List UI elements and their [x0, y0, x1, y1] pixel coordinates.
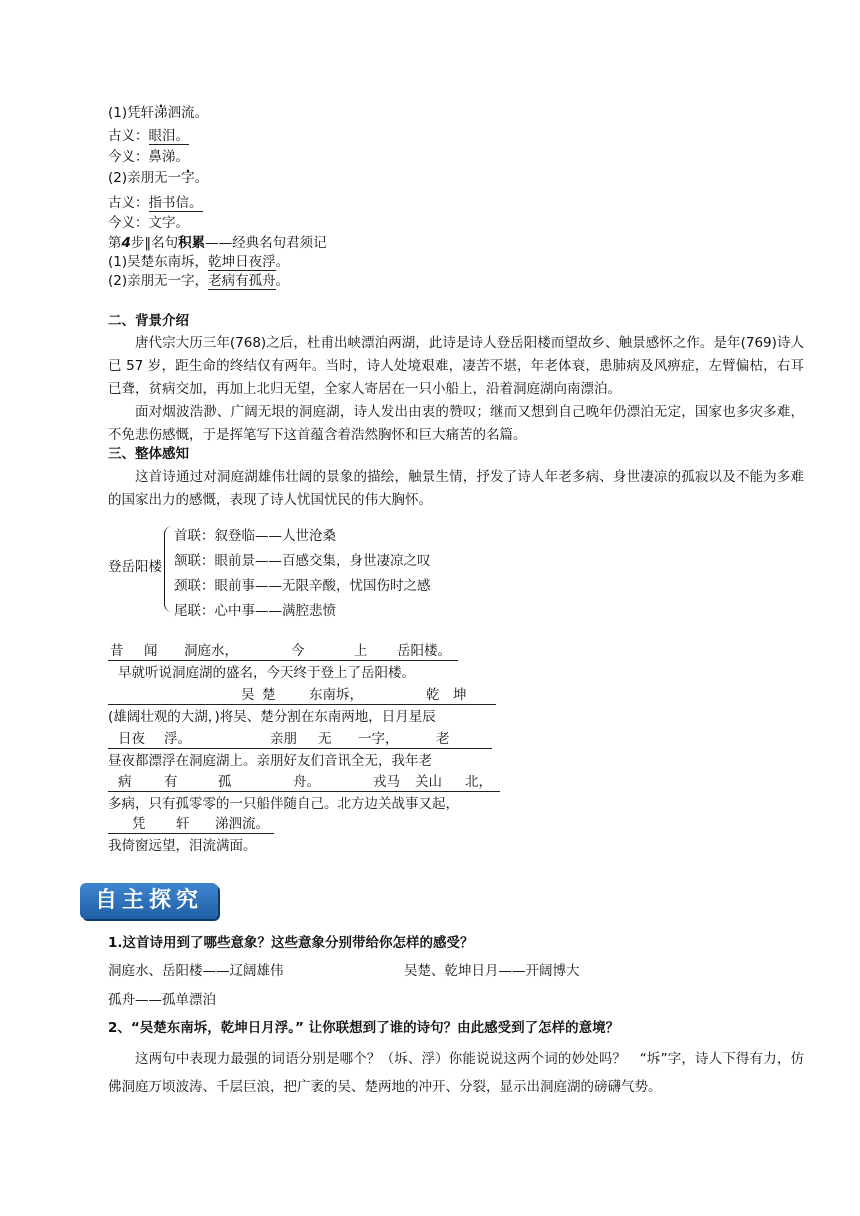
- structure-root: 登岳阳楼: [108, 559, 162, 575]
- dotted-char: 涕: [154, 105, 168, 121]
- vocab-item-1-modern: 今义：鼻涕。: [108, 149, 189, 165]
- rule-line: [108, 833, 274, 834]
- poem-word: 有: [164, 774, 178, 790]
- question-2: 2、“吴楚东南坼，乾坤日月浮。” 让你联想到了谁的诗句？由此感受到了怎样的意境？: [108, 1020, 620, 1036]
- vocab-item-2-ancient: [108, 194, 203, 212]
- answer-1-right: 吴楚、乾坤日月——开阔博大: [404, 963, 580, 979]
- background-heading: 二、背景介绍: [108, 313, 189, 329]
- poem-word: 关山: [415, 774, 442, 790]
- translation-line-1: 早就听说洞庭湖的盛名，今天终于登上了岳阳楼。: [118, 665, 415, 681]
- vocab-item-1: [108, 104, 208, 122]
- answer-1-third: 孤舟——孤单漂泊: [108, 992, 216, 1008]
- poem-word: 北，: [465, 774, 492, 790]
- poem-word: 岳阳楼。: [397, 643, 451, 659]
- ancient-label: 古义：: [108, 128, 149, 144]
- vocab-item-1-ancient: [108, 127, 189, 145]
- poem-word: 轩: [176, 816, 190, 832]
- poem-word: 戎马: [373, 774, 400, 790]
- step4-prefix: 第: [108, 235, 122, 251]
- quote-line-1: [108, 253, 289, 271]
- vocab-item-1-suffix: 泗流。: [167, 105, 209, 121]
- quote-suffix: 。: [275, 273, 290, 289]
- rule-line: [108, 791, 500, 792]
- background-paragraph-2: 面对烟波浩渺、广阔无垠的洞庭湖，诗人发出由衷的赞叹；继而又想到自己晚年仍漂泊无定，国家也多灾多难，不免悲伤感慨，于是挥笔写下这首蕴含着浩然胸怀和巨大痛苦的名篇。: [108, 404, 804, 443]
- quote-suffix: 。: [275, 254, 290, 270]
- structure-branch-2: 颔联：眼前景——百感交集，身世凄凉之叹: [174, 553, 431, 569]
- answer-1-left: 洞庭水、岳阳楼——辽阔雄伟: [108, 963, 284, 979]
- poem-word: 日夜: [118, 731, 145, 747]
- vocab-item-2-prefix: (2)亲朋无一: [108, 170, 182, 186]
- quote-prefix: (2)亲朋无一字，: [108, 273, 209, 289]
- question-1: 1.这首诗用到了哪些意象？这些意象分别带给你怎样的感受？: [108, 935, 474, 951]
- dotted-char: 字: [181, 170, 195, 186]
- poem-word: 闻: [144, 643, 158, 659]
- poem-word: 一字，: [358, 731, 399, 747]
- poem-word: 浮。: [164, 731, 191, 747]
- rule-line: [108, 748, 492, 749]
- step4-num: 4: [121, 235, 131, 251]
- poem-word: 舟。: [293, 774, 320, 790]
- structure-brace: [164, 526, 173, 612]
- ancient-meaning: 指书信。: [148, 195, 203, 211]
- explore-badge: 自主探究: [80, 883, 218, 919]
- vocab-item-1-prefix: (1)凭轩: [108, 105, 155, 121]
- step4-bold-word: 积累: [178, 235, 206, 251]
- quote-answer: 乾坤日夜浮: [208, 254, 276, 270]
- answer-2: 这两句中表现力最强的词语分别是哪个？（坼、浮）你能说说这两个词的妙处吗？ “坼”字，诗人下得有力，仿佛洞庭万顷波涛、千层巨浪，把广袤的吴、楚两地的冲开、分裂，显示出洞庭湖的磅礴气势。: [108, 1051, 804, 1095]
- translation-line-3: 昼夜都漂浮在洞庭湖上。亲朋好友们音讯全无，我年老: [108, 753, 432, 769]
- structure-branch-1: 首联：叙登临——人世沧桑: [174, 528, 336, 544]
- vocab-item-2-suffix: 。: [194, 170, 209, 186]
- poem-word: 洞庭水，: [184, 643, 238, 659]
- quote-answer: 老病有孤舟: [208, 273, 276, 289]
- poem-word: 老: [436, 731, 450, 747]
- poem-word: 乾: [426, 687, 440, 703]
- step4-suffix: ——经典名句君须记: [205, 235, 327, 251]
- structure-branch-4: 尾联：心中事——满腔悲愤: [174, 603, 336, 619]
- poem-word: 东南坼，: [309, 687, 363, 703]
- poem-word: 吴: [241, 687, 255, 703]
- poem-word: 凭: [132, 816, 146, 832]
- step4-mid: 步‖名句: [130, 235, 179, 251]
- rule-line: [108, 660, 458, 661]
- translation-line-5: 我倚窗远望，泪流满面。: [108, 838, 257, 854]
- ancient-label: 古义：: [108, 195, 149, 211]
- vocab-item-2-modern: 今义：文字。: [108, 215, 189, 231]
- poem-word: 昔: [110, 643, 124, 659]
- translation-line-2: (雄阔壮观的大湖，)将吴、楚分割在东南两地，日月星辰: [108, 709, 436, 725]
- poem-word: 亲朋: [270, 731, 297, 747]
- quote-prefix: (1)吴楚东南坼，: [108, 254, 209, 270]
- vocab-item-2: [108, 169, 208, 187]
- quote-line-2: [108, 272, 289, 290]
- poem-word: 无: [318, 731, 332, 747]
- overview-heading: 三、整体感知: [108, 446, 189, 462]
- background-paragraph-1: 唐代宗大历三年(768)之后，杜甫出峡漂泊两湖，此诗是诗人登岳阳楼而望故乡、触景感怀之作。是年(769)诗人已 57 岁，距生命的终结仅有两年。当时，诗人处境艰难，凄苦不堪，年老体衰，患肺病及风痹症，左臂偏枯，右耳已聋，贫病交加，再加上北归无望，全家人寄居在一只小船上，沿着洞庭湖向南漂泊。: [108, 335, 804, 397]
- rule-line: [108, 704, 496, 705]
- poem-word: 孤: [218, 774, 232, 790]
- poem-word: 今: [291, 643, 305, 659]
- ancient-meaning: 眼泪。: [148, 128, 189, 144]
- poem-word: 上: [354, 643, 368, 659]
- poem-word: 涕泗流。: [215, 816, 269, 832]
- poem-word: 病: [118, 774, 132, 790]
- poem-word: 楚: [262, 687, 276, 703]
- overview-paragraph: 这首诗通过对洞庭湖雄伟壮阔的景象的描绘，触景生情，抒发了诗人年老多病、身世凄凉的孤寂以及不能为多难的国家出力的感慨，表现了诗人忧国忧民的伟大胸怀。: [108, 469, 804, 508]
- poem-word: 坤: [453, 687, 467, 703]
- translation-line-4: 多病，只有孤零零的一只船伴随自己。北方边关战事又起，: [108, 796, 459, 812]
- step4-heading: [108, 234, 327, 252]
- structure-branch-3: 颈联：眼前事——无限辛酸，忧国伤时之感: [174, 578, 431, 594]
